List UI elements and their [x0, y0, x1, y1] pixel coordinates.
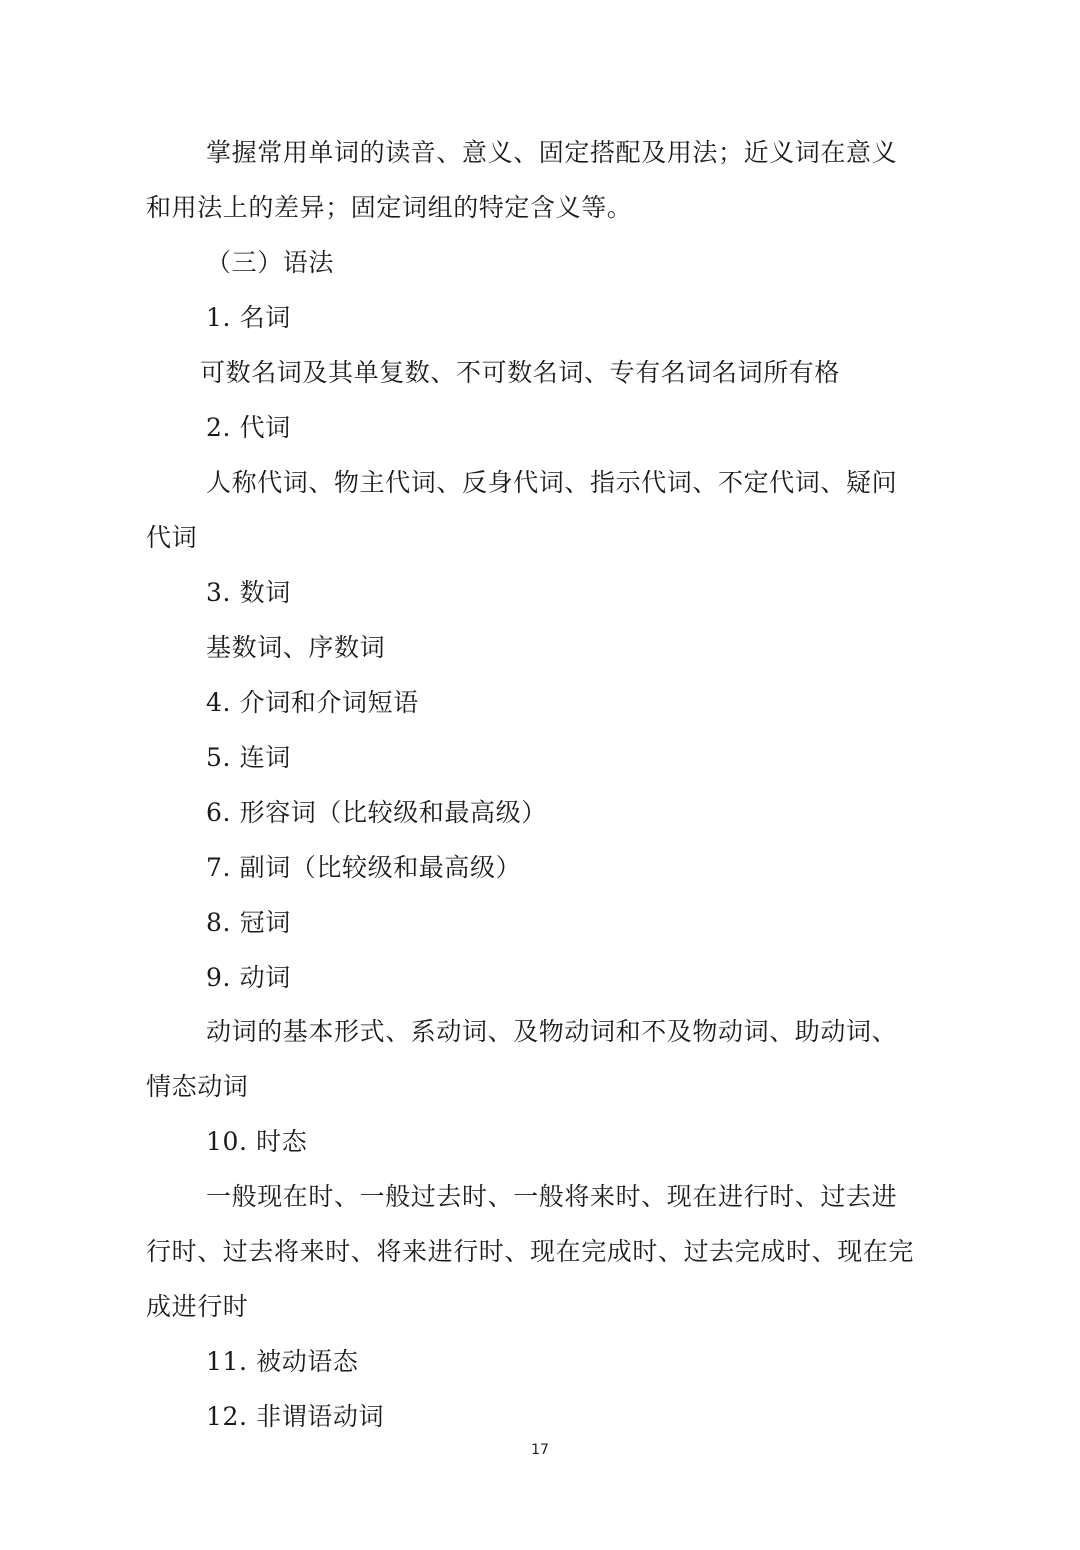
list-item-heading: 10. 时态 — [206, 1127, 308, 1156]
list-item-heading: 2. 代词 — [206, 413, 291, 442]
list-item-heading: 9. 动词 — [206, 963, 291, 992]
paragraph-line: 行时、过去将来时、将来进行时、现在完成时、过去完成时、现在完 — [146, 1237, 915, 1266]
paragraph-line: 情态动词 — [146, 1072, 249, 1101]
list-item-heading: 3. 数词 — [206, 578, 291, 607]
section-heading: （三）语法 — [206, 248, 335, 277]
paragraph-line: 可数名词及其单复数、不可数名词、专有名词名词所有格 — [200, 358, 841, 387]
paragraph-line: 一般现在时、一般过去时、一般将来时、现在进行时、过去进 — [206, 1182, 898, 1211]
paragraph-line: 代词 — [146, 523, 198, 552]
paragraph-line: 掌握常用单词的读音、意义、固定搭配及用法；近义词在意义 — [206, 138, 898, 167]
paragraph-line: 和用法上的差异；固定词组的特定含义等。 — [146, 193, 633, 222]
paragraph-line: 动词的基本形式、系动词、及物动词和不及物动词、助动词、 — [206, 1017, 898, 1046]
list-item-heading: 1. 名词 — [206, 303, 291, 332]
list-item-heading: 12. 非谓语动词 — [206, 1402, 385, 1431]
list-item-heading: 5. 连词 — [206, 743, 291, 772]
paragraph-line: 人称代词、物主代词、反身代词、指示代词、不定代词、疑问 — [206, 468, 898, 497]
list-item-heading: 6. 形容词（比较级和最高级） — [206, 798, 547, 827]
page-number: 17 — [531, 1442, 549, 1458]
paragraph-line: 基数词、序数词 — [206, 633, 386, 662]
list-item-heading: 11. 被动语态 — [206, 1347, 359, 1376]
list-item-heading: 4. 介词和介词短语 — [206, 688, 419, 717]
paragraph-line: 成进行时 — [146, 1292, 249, 1321]
list-item-heading: 8. 冠词 — [206, 908, 291, 937]
list-item-heading: 7. 副词（比较级和最高级） — [206, 853, 522, 882]
